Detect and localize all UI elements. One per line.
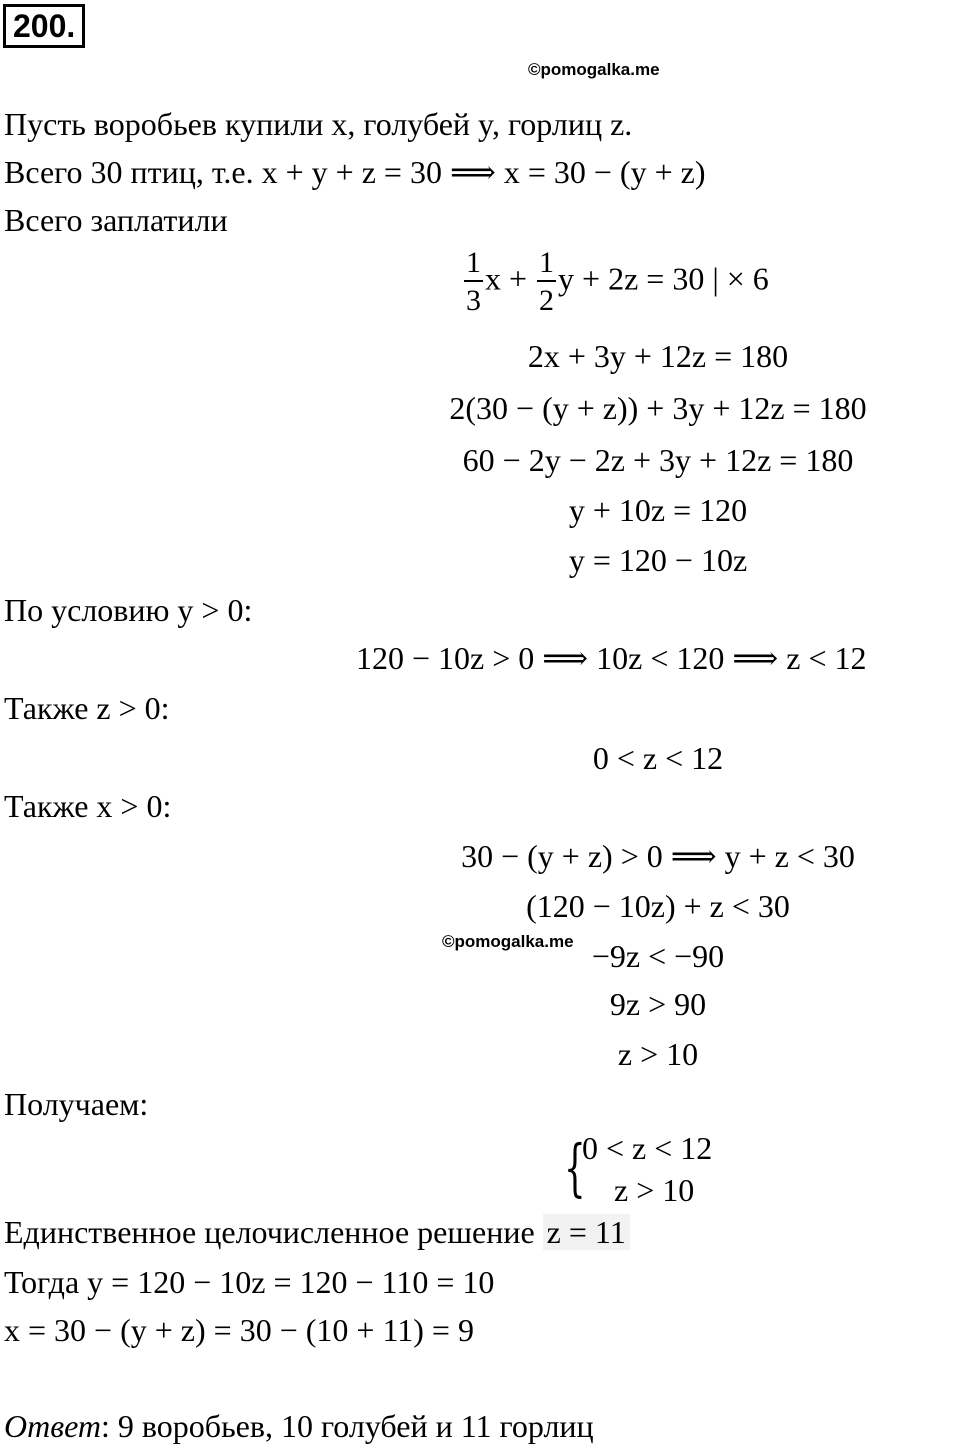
answer-label: Ответ: [4, 1408, 101, 1444]
unique-solution-line: [4, 1212, 630, 1252]
equation-8: 0 < z < 12: [592, 740, 724, 776]
condition-z-line: Также z > 0:: [4, 690, 170, 726]
equation-5: y + 10z = 120: [568, 492, 748, 528]
watermark: ©pomogalka.me: [528, 60, 660, 79]
system-brace: {: [564, 1131, 586, 1204]
equation-11: −9z < −90: [591, 938, 725, 974]
equation-cost-part-a: x +: [485, 260, 528, 297]
unique-solution-value: z = 11: [543, 1214, 630, 1250]
x-value-line: x = 30 − (y + z) = 30 − (10 + 11) = 9: [4, 1312, 474, 1348]
equation-13: z > 10: [617, 1036, 699, 1072]
equation-9: 30 − (y + z) > 0 ⟹ y + z < 30: [461, 838, 855, 874]
equation-cost: [462, 248, 769, 316]
total-paid-line: Всего заплатили: [4, 202, 228, 238]
fraction-one-third: $\frac{1}{3}$: [466, 246, 481, 317]
condition-y-line: По условию y > 0:: [4, 592, 253, 628]
fraction-one-half: $\frac{1}{2}$: [539, 246, 555, 317]
equation-cost-part-b: y + 2z = 30 | × 6: [558, 260, 769, 297]
system-line-2: z > 10: [614, 1172, 695, 1208]
condition-x-line: Также x > 0:: [4, 788, 172, 824]
result-line: Получаем:: [4, 1086, 149, 1122]
total-birds-line: Всего 30 птиц, т.е. x + y + z = 30 ⟹ x = 30 − (y + z): [4, 154, 706, 190]
equation-10: (120 − 10z) + z < 30: [526, 888, 790, 924]
equation-12: 9z > 90: [609, 986, 707, 1022]
watermark-2: ©pomogalka.me: [442, 932, 574, 951]
system-line-1: 0 < z < 12: [582, 1130, 713, 1166]
problem-number: 200.: [3, 4, 85, 48]
answer-line: [4, 1406, 594, 1446]
equation-6: y = 120 − 10z: [568, 542, 748, 578]
unique-solution-text: Единственное целочисленное решение: [4, 1214, 543, 1250]
equation-2: 2x + 3y + 12z = 180: [527, 338, 789, 374]
equation-7: 120 − 10z > 0 ⟹ 10z < 120 ⟹ z < 12: [356, 640, 867, 676]
equation-3: 2(30 − (y + z)) + 3y + 12z = 180: [449, 390, 867, 426]
then-y-line: Тогда y = 120 − 10z = 120 − 110 = 10: [4, 1264, 495, 1300]
equation-4: 60 − 2y − 2z + 3y + 12z = 180: [462, 442, 854, 478]
answer-text: : 9 воробьев, 10 голубей и 11 горлиц: [101, 1408, 594, 1444]
intro-line: Пусть воробьев купили x, голубей y, горлиц z.: [4, 106, 633, 142]
